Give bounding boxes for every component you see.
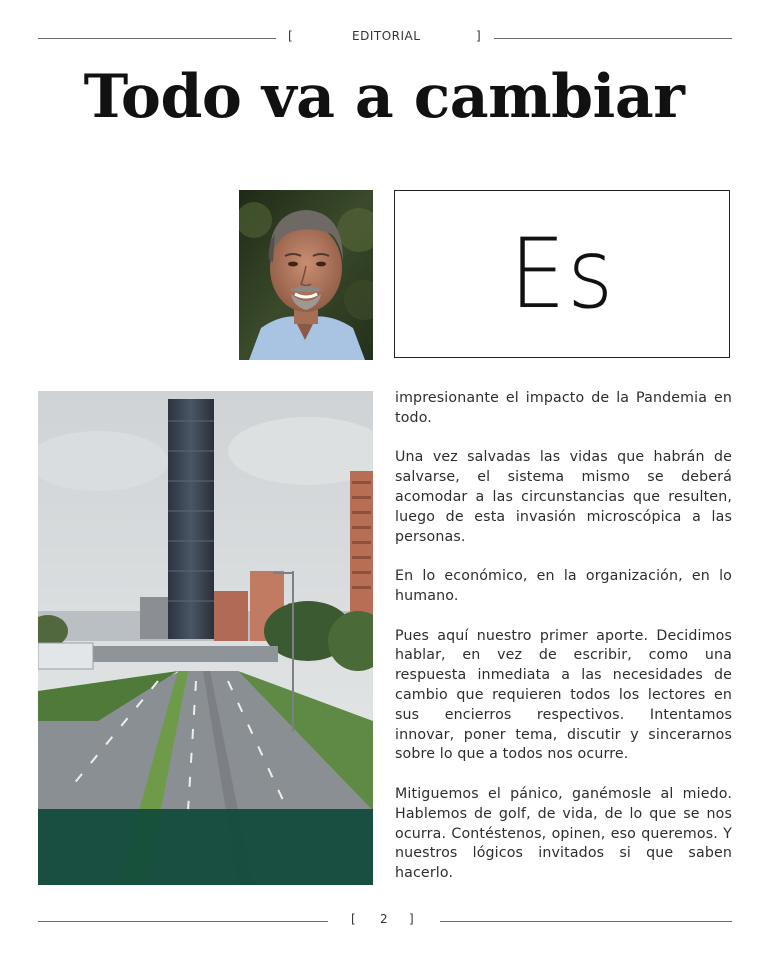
article-paragraph: Una vez salvadas las vidas que habrán de salvarse, el sistema mismo se deberá acomodar a las circunstancias que resulten, luego de esta invasión microscópica a las personas. (395, 449, 732, 545)
dropcap-frame (394, 190, 730, 358)
header-bracket-close: ] (476, 29, 482, 43)
article-paragraph: En lo económico, en la organización, en lo humano. (395, 568, 732, 604)
article-body (395, 389, 732, 904)
article-paragraph: Mitiguemos el pánico, ganémosle al miedo. Hablemos de golf, de vida, de lo que se nos ocurra. Contéstenos, opinen, eso queremos. Y nuestros lógicos invitados si que saben hacerlo. (395, 785, 732, 882)
footer-rule-left (38, 921, 328, 922)
footer-rule-right (440, 921, 732, 922)
dropcap-text: Es (509, 218, 615, 330)
section-header (38, 29, 732, 49)
section-label: EDITORIAL (352, 29, 421, 43)
header-rule-left (38, 38, 276, 39)
header-bracket-open: [ (288, 29, 294, 43)
article-paragraph: impresionante el impacto de la Pandemia en todo. (395, 390, 732, 426)
footer-bracket-open: [ (351, 912, 357, 926)
footer-bracket-close: ] (409, 912, 415, 926)
header-rule-right (494, 38, 732, 39)
author-portrait (239, 190, 373, 360)
page-number: 2 (380, 912, 389, 926)
article-paragraph: Pues aquí nuestro primer aporte. Decidimos hablar, en vez de escribir, como una respuesta inmediata a las necesidades de cambio que requieren todos los lectores en sus encierros respectivos. Intentamos innovar, poner tema, discutir y sincerarnos sobre lo que a todos nos ocurre. (395, 627, 732, 763)
page-footer (38, 912, 732, 932)
page-title: Todo va a cambiar (83, 62, 685, 132)
city-highway-photo (38, 391, 373, 885)
